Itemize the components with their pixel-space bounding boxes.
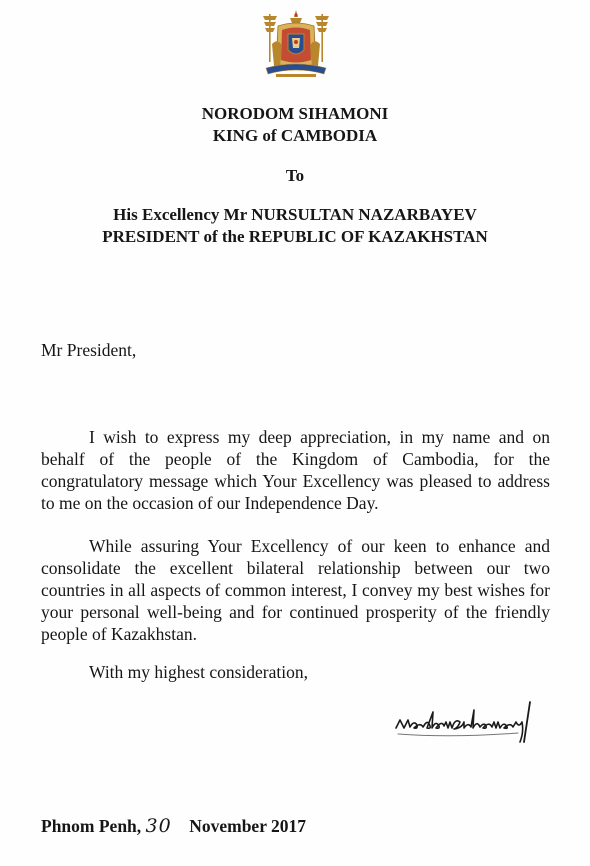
- date-place: Phnom Penh,: [41, 816, 142, 836]
- recipient-title: PRESIDENT of the REPUBLIC OF KAZAKHSTAN: [102, 227, 488, 246]
- date-month-year: November 2017: [189, 816, 307, 836]
- paragraph-line: congratulatory message which Your Excellency was pleased to address: [41, 471, 550, 491]
- paragraph-line: countries in all aspects of common interest, I convey my best wishes for: [41, 580, 550, 600]
- recipient-name: His Excellency Mr NURSULTAN NAZARBAYEV: [113, 205, 477, 224]
- to-label: To: [285, 166, 305, 185]
- paragraph-line: behalf of the people of the Kingdom of Cambodia, for the: [41, 449, 550, 469]
- paragraph-line: I wish to express my deep appreciation, in my name and on: [89, 427, 550, 447]
- closing: With my highest consideration,: [89, 662, 308, 682]
- paragraph-line: to me on the occasion of our Independence Day.: [41, 493, 379, 513]
- paragraph-line: consolidate the excellent bilateral relationship between our two: [41, 558, 550, 578]
- paragraph-line: While assuring Your Excellency of our keen to enhance and: [89, 536, 550, 556]
- date-day: 30: [145, 815, 172, 837]
- handwritten-signature: [392, 698, 552, 746]
- sender-title: KING of CAMBODIA: [212, 126, 378, 145]
- royal-coat-of-arms-icon: [256, 8, 336, 82]
- sender-name: NORODOM SIHAMONI: [201, 104, 389, 123]
- paragraph-line: your personal well-being and for continued prosperity of the friendly: [41, 602, 550, 622]
- salutation: Mr President,: [41, 340, 137, 360]
- date-line: [41, 815, 306, 837]
- paragraph-line: people of Kazakhstan.: [41, 624, 197, 644]
